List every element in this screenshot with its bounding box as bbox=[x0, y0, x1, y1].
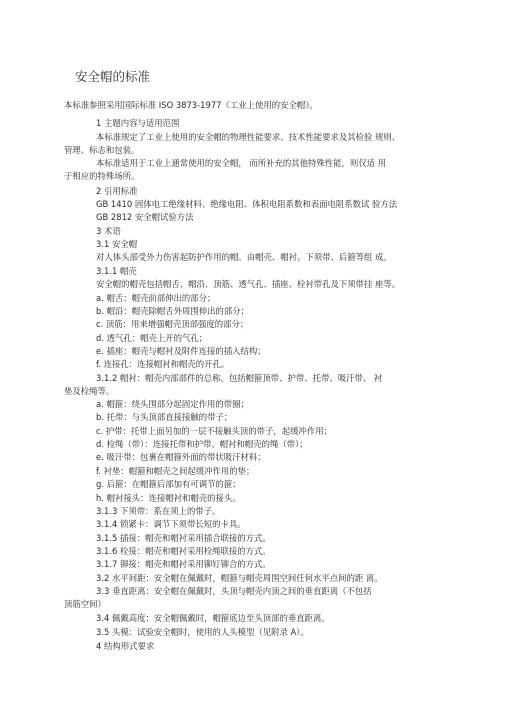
text-line: 3 术语 bbox=[96, 226, 121, 236]
text-line: 1 主题内容与适用范围 bbox=[96, 118, 180, 128]
list-item: d. 透气孔：帽壳上开的气孔； bbox=[96, 333, 208, 343]
list-item: c. 护带：托带上面另加的一层不接触头顶的带子，起缓冲作用； bbox=[96, 426, 333, 436]
text-line: 3.1 安全帽 bbox=[96, 239, 138, 249]
text-line: 本标准参照采用国际标准 ISO 3873-1977《工业上使用的安全帽》。 bbox=[64, 100, 318, 110]
list-item: b. 托带：与头顶部直接接触的带子； bbox=[96, 412, 233, 422]
text-line: 3.1.3 下须带：系在须上的带子。 bbox=[96, 506, 221, 516]
text-line: 垫及栓绳等。 bbox=[64, 386, 115, 396]
text-line: 3.5 头模：试验安全帽时，使用的人头模型（见附录 A）。 bbox=[96, 627, 309, 637]
list-item: f. 衬垫：帽箍和帽壳之间起缓冲作用的垫； bbox=[96, 466, 255, 476]
list-item: a. 帽箍：绕头围部分起固定作用的带圈； bbox=[96, 399, 249, 409]
text-line: 3.3 垂直距离：安全帽在佩戴时，头顶与帽壳内顶之间的垂直距离（不包括 bbox=[96, 586, 372, 596]
list-item: b. 帽沿：帽壳除帽舌外周围伸出的部分； bbox=[96, 306, 250, 316]
section-heading: 4 结构形式要求 bbox=[96, 641, 155, 651]
list-item: g. 后箍：在帽箍后部加有可调节的箍； bbox=[96, 479, 241, 489]
text-line: 3.1.1 帽壳 bbox=[96, 266, 137, 276]
document-title: 安全帽的标准 bbox=[75, 69, 151, 84]
text-line: GB 1410 固体电工绝缘材料、绝缘电阻、体积电阻系数和表面电阻系数试 验方法 bbox=[96, 199, 398, 209]
text-line: GB 2812 安全帽试验方法 bbox=[96, 212, 194, 222]
text-line: 3.1.5 插接：帽壳和帽衬采用插合联接的方式。 bbox=[96, 533, 271, 543]
text-line: 安全帽的帽壳包括帽舌、帽沿、顶筋、透气孔、插座、栓衬带孔及下须带挂 座等。 bbox=[96, 279, 401, 289]
text-line: 管理、标志和包装。 bbox=[64, 145, 140, 155]
text-line: 3.2 水平间距：安全帽在佩戴时，帽箍与帽壳周围空间任何水平点间的距 离。 bbox=[96, 573, 383, 583]
text-line: 顶筋空间） bbox=[64, 599, 106, 609]
text-line: 对人体头部受外力伤害起防护作用的帽。由帽壳、帽衬、下须带、后箍等组 成。 bbox=[96, 252, 392, 262]
list-item: e. 吸汗带：包裹在帽箍外面的带状吸汗材料； bbox=[96, 452, 266, 462]
list-item: a. 帽舌：帽壳前部伸出的部分； bbox=[96, 293, 216, 303]
text-line: 本标准适用于工业上通常使用的安全帽， 而所补充的其他特殊性能，则仅适 用 bbox=[96, 158, 387, 168]
text-line: 3.1.6 栓接：帽壳和帽衬采用栓绳联接的方式。 bbox=[96, 546, 271, 556]
text-line: 3.1.2 帽衬：帽壳内部部件的总称。包括帽箍顶带、护带、托带、吸汗带、 衬 bbox=[96, 373, 383, 383]
list-item: e. 插座：帽壳与帽衬及附件连接的插入结构； bbox=[96, 346, 266, 356]
text-line: 3.4 佩戴高度：安全帽佩戴时，帽箍底边至头顶部的垂直距离。 bbox=[96, 613, 330, 623]
text-line: 本标准规定了工业上使用的安全帽的物理性能要求、技术性能要求及其检验 规则、 bbox=[96, 132, 401, 142]
text-line: 于相应的特殊场所。 bbox=[64, 171, 140, 181]
text-line: 3.1.4 锁紧卡：调节下须带长短的卡具。 bbox=[96, 519, 246, 529]
list-item: c. 顶筋：用来增强帽壳顶部强度的部分； bbox=[96, 319, 249, 329]
list-item: f. 连接孔：连接帽衬和帽壳的开孔。 bbox=[96, 359, 230, 369]
list-item: d. 栓绳（带）：连接托带和护带、帽衬和帽壳的绳（带）； bbox=[96, 439, 308, 449]
text-line: 3.1.7 铆接：帽壳和帽衬采用铆钉铆合的方式。 bbox=[96, 559, 271, 569]
text-line: 2 引用标准 bbox=[96, 186, 138, 196]
list-item: h. 帽衬接头：连接帽衬和帽壳的接头。 bbox=[96, 493, 241, 503]
